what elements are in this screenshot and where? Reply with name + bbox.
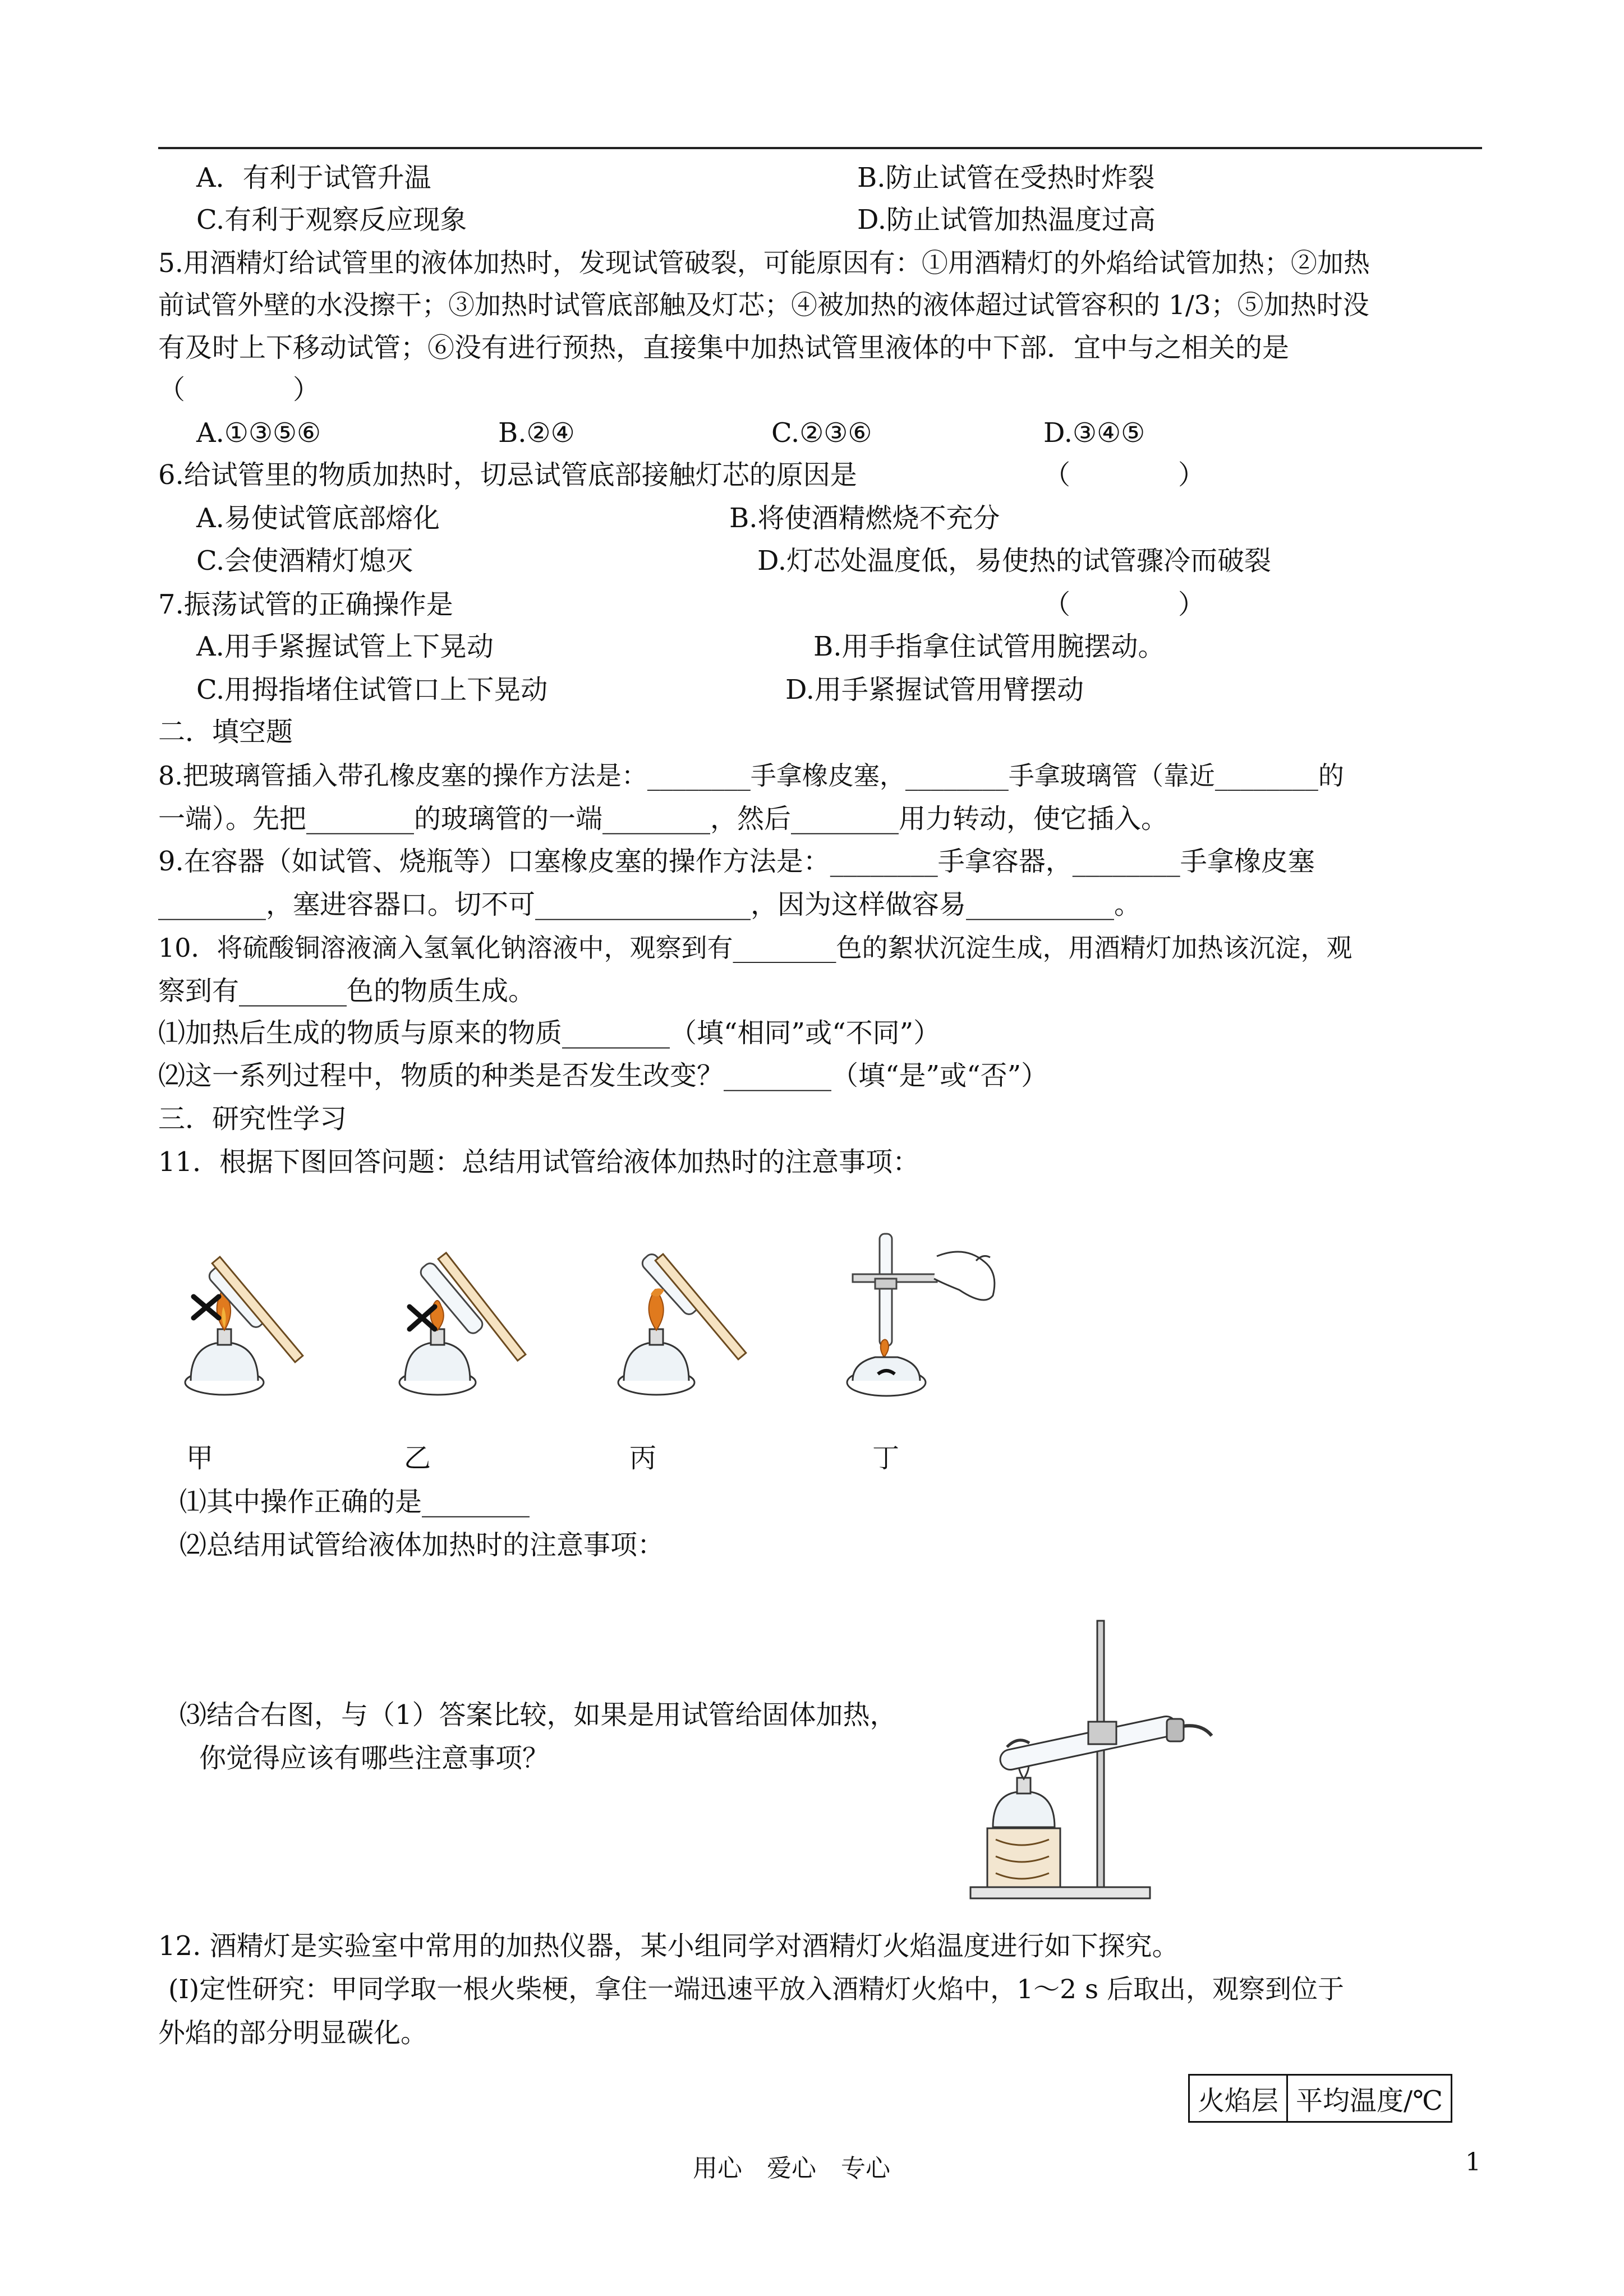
q6-option-d: D.灯芯处温度低，易使热的试管骤冷而破裂 <box>757 545 1272 577</box>
table-header-flame-layer: 火焰层 <box>1189 2075 1287 2122</box>
q10-sub1: ⑴加热后生成的物质与原来的物质________（填“相同”或“不同”） <box>158 1017 941 1049</box>
q7-option-d: D.用手紧握试管用臂摆动 <box>785 674 1084 706</box>
q8-line2: 一端）。先把________的玻璃管的一端________，然后________用力转动，使它插入。 <box>158 803 1168 835</box>
section-2-heading: 二．填空题 <box>158 716 293 748</box>
q5-answer-paren: （ ） <box>158 374 320 405</box>
table-header-average-temperature: 平均温度/℃ <box>1287 2075 1452 2122</box>
figure-label-yi: 乙 <box>404 1442 431 1474</box>
q5-option-b: B.②④ <box>498 417 575 449</box>
q10-sub2: ⑵这一系列过程中，物质的种类是否发生改变？________（填“是”或“否”） <box>158 1060 1048 1091</box>
flame-temperature-table <box>1188 2074 1452 2123</box>
q6-option-b: B.将使酒精燃烧不充分 <box>729 502 1000 534</box>
q11-sub3-line1: ⑶结合右图，与（1）答案比较，如果是用试管给固体加热， <box>180 1699 897 1731</box>
q7-stem: 7.振荡试管的正确操作是 <box>158 589 453 620</box>
q11-sub1: ⑴其中操作正确的是________ <box>180 1486 530 1518</box>
q10-line2: 察到有________色的物质生成。 <box>158 975 536 1007</box>
header-rule <box>158 147 1482 149</box>
q7-option-c: C.用拇指堵住试管口上下晃动 <box>196 674 548 706</box>
q11-sub2: ⑵总结用试管给液体加热时的注意事项： <box>180 1529 665 1561</box>
q9-line2: ________，塞进容器口。切不可________________，因为这样做容易___________。 <box>158 889 1142 920</box>
q12-stem: 12. 酒精灯是实验室中常用的加热仪器，某小组同学对酒精灯火焰温度进行如下探究。 <box>158 1930 1179 1962</box>
figure-label-ding: 丁 <box>872 1442 900 1474</box>
section-3-heading: 三．研究性学习 <box>158 1103 347 1135</box>
figure-label-bing: 丙 <box>629 1442 657 1474</box>
q11-stem: 11．根据下图回答问题：总结用试管给液体加热时的注意事项： <box>158 1146 920 1178</box>
q4-option-a: A．有利于试管升温 <box>196 162 431 193</box>
q6-stem: 6.给试管里的物质加热时，切忌试管底部接触灯芯的原因是 <box>158 459 857 491</box>
q9-line1: 9.在容器（如试管、烧瓶等）口塞橡皮塞的操作方法是：________手拿容器，________手拿橡皮塞 <box>158 846 1315 877</box>
figure-jia-heating <box>168 1234 348 1402</box>
q10-line1: 10．将硫酸铜溶液滴入氢氧化钠溶液中，观察到有________色的絮状沉淀生成，用酒精灯加热该沉淀，观 <box>158 933 1352 963</box>
q6-option-a: A.易使试管底部熔化 <box>196 502 440 534</box>
q5-stem-line3: 有及时上下移动试管；⑥没有进行预热，直接集中加热试管里液体的中下部．宜中与之相关的是 <box>158 332 1290 363</box>
q7-option-a: A.用手紧握试管上下晃动 <box>196 631 494 662</box>
q5-stem-line1: 5.用酒精灯给试管里的液体加热时，发现试管破裂，可能原因有：①用酒精灯的外焰给试管加热；②加热 <box>158 248 1370 279</box>
q4-option-b: B.防止试管在受热时炸裂 <box>857 162 1155 193</box>
figure-ding-heating <box>830 1223 1071 1408</box>
figure-solid-heating-apparatus <box>965 1615 1223 1907</box>
q4-option-d: D.防止试管加热温度过高 <box>857 204 1156 236</box>
figure-bing-heating <box>606 1234 785 1402</box>
figure-yi-heating <box>387 1234 567 1402</box>
q8-line1: 8.把玻璃管插入带孔橡皮塞的操作方法是：________手拿橡皮塞，________手拿玻璃管（靠近________的 <box>158 760 1344 791</box>
q5-option-a: A.①③⑤⑥ <box>196 417 321 449</box>
footer-slogan: 用心 爱心 专心 <box>693 2154 890 2183</box>
q5-option-d: D.③④⑤ <box>1043 417 1145 449</box>
q5-stem-line2: 前试管外壁的水没擦干；③加热时试管底部触及灯芯；④被加热的液体超过试管容积的 1/3；⑤加热时没 <box>158 290 1369 321</box>
q7-answer-paren: （ ） <box>1043 589 1206 620</box>
q5-option-c: C.②③⑥ <box>771 417 872 449</box>
figure-label-jia: 甲 <box>186 1442 214 1474</box>
q6-option-c: C.会使酒精灯熄灭 <box>196 545 413 577</box>
q12-part1-line1: (Ⅰ)定性研究：甲同学取一根火柴梗，拿住一端迅速平放入酒精灯火焰中，1～2 s 后取出，观察到位于 <box>168 1974 1345 2005</box>
q4-option-c: C.有利于观察反应现象 <box>196 204 467 236</box>
q6-answer-paren: （ ） <box>1043 459 1206 491</box>
q11-sub3-line2: 你觉得应该有哪些注意事项？ <box>199 1742 550 1774</box>
page-number: 1 <box>1465 2148 1481 2177</box>
q12-part1-line2: 外焰的部分明显碳化。 <box>158 2017 428 2049</box>
q7-option-b: B.用手指拿住试管用腕摆动。 <box>813 631 1165 662</box>
